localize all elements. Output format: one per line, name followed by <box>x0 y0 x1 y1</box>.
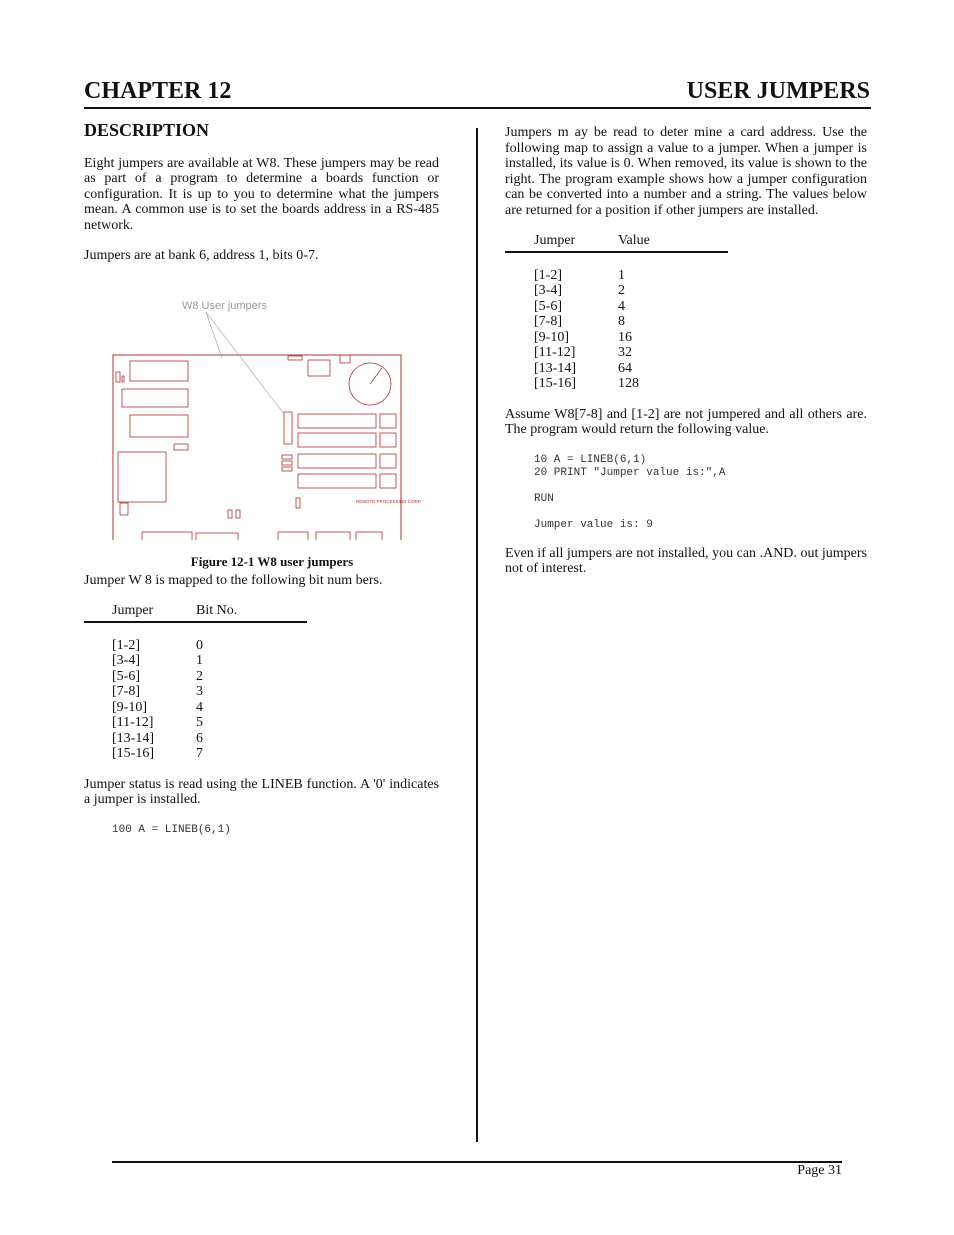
bit-table-row-jumper: [11-12] <box>112 715 154 730</box>
bit-table-row <box>112 638 307 654</box>
code-output: Jumper value is: 9 <box>534 518 653 531</box>
bit-table-col-bit: Bit No. <box>196 603 238 618</box>
bit-table-row-jumper: [15-16] <box>112 746 154 761</box>
bit-table-row-jumper: [7-8] <box>112 684 140 699</box>
footer-rule <box>112 1161 842 1163</box>
bit-table-row-jumper: [5-6] <box>112 668 140 684</box>
program-code <box>534 454 867 532</box>
value-table-body <box>505 268 728 392</box>
board-diagram <box>112 292 432 540</box>
value-table-row <box>534 345 728 361</box>
chapter-number: CHAPTER 12 <box>84 78 232 104</box>
bit-table-row-value: 5 <box>196 715 203 730</box>
value-table-row-value: 32 <box>618 345 632 360</box>
value-table-row-jumper: [1-2] <box>534 267 562 283</box>
and-out-paragraph: Even if all jumpers are not installed, you can .AND. out jumpers not of interest. <box>505 545 867 576</box>
column-divider <box>476 128 478 1142</box>
bit-table-row <box>112 684 307 700</box>
value-table-row <box>534 299 728 315</box>
lineb-paragraph: Jumper status is read using the LINEB function. A '0' indicates a jumper is installed. <box>84 776 439 807</box>
left-column <box>84 120 439 837</box>
right-column <box>505 125 867 577</box>
value-table-row <box>534 314 728 330</box>
description-paragraph: Eight jumpers are available at W8. These jumpers may be read as part of a program to determine a boards function or configuration. It is up to you to determine what the jumpers mean. A common use is to set the boards address in a RS-485 network. <box>84 155 439 233</box>
bit-table-col-jumper: Jumper <box>112 603 154 618</box>
value-table-row-jumper: [15-16] <box>534 376 576 391</box>
value-table-row <box>534 268 728 284</box>
code-line-1: 10 A = LINEB(6,1) <box>534 453 647 466</box>
value-table-row-value: 2 <box>618 283 625 298</box>
value-table-row-jumper: [11-12] <box>534 345 576 360</box>
code-line-2: 20 PRINT "Jumper value is:",A <box>534 466 726 479</box>
figure-caption: Figure 12-1 W8 user jumpers <box>190 554 354 569</box>
bit-table-row <box>112 700 307 716</box>
bit-table-row-jumper: [3-4] <box>112 653 140 668</box>
chapter-title: USER JUMPERS <box>686 78 870 104</box>
value-table-col-value: Value <box>618 233 650 248</box>
value-table-row <box>534 376 728 392</box>
value-table-header <box>505 233 728 253</box>
board-figure <box>112 292 432 569</box>
figure-callout: W8 User jumpers <box>182 299 267 312</box>
page-number: Page 31 <box>797 1163 842 1178</box>
value-table-row-value: 4 <box>618 298 625 314</box>
bit-table-row-jumper: [1-2] <box>112 637 140 653</box>
bit-table-body <box>84 638 307 762</box>
value-table-row-value: 64 <box>618 360 632 376</box>
board-maker-label: REMOTE PROCESSING CORP. <box>356 498 422 504</box>
bank-address-paragraph: Jumpers are at bank 6, address 1, bits 0-7. <box>84 248 319 263</box>
bit-table <box>84 603 307 762</box>
bit-table-row-value: 4 <box>196 699 203 715</box>
section-heading: DESCRIPTION <box>84 120 210 140</box>
code-line-run: RUN <box>534 492 554 505</box>
value-table <box>505 233 728 392</box>
bit-table-row-jumper: [9-10] <box>112 699 147 715</box>
value-table-row <box>534 361 728 377</box>
value-table-col-jumper: Jumper <box>534 233 576 248</box>
bit-table-row <box>112 746 307 762</box>
value-table-row-jumper: [13-14] <box>534 360 576 376</box>
value-table-row-value: 8 <box>618 314 625 329</box>
value-table-row-value: 128 <box>618 376 639 391</box>
bit-table-row-value: 1 <box>196 653 203 668</box>
bit-table-row-value: 7 <box>196 746 203 761</box>
lineb-code: 100 A = LINEB(6,1) <box>112 823 231 836</box>
bit-table-row <box>112 731 307 747</box>
value-table-row-value: 16 <box>618 329 632 345</box>
value-table-row-jumper: [5-6] <box>534 298 562 314</box>
assume-paragraph: Assume W8[7-8] and [1-2] are not jumpered and all others are. The program would return the following value. <box>505 406 867 437</box>
value-table-row-value: 1 <box>618 267 625 283</box>
value-table-row-jumper: [9-10] <box>534 329 569 345</box>
bit-table-row-value: 3 <box>196 684 203 699</box>
bit-table-row-value: 2 <box>196 668 203 684</box>
bit-table-row-value: 0 <box>196 637 203 653</box>
value-table-row <box>534 283 728 299</box>
header-rule <box>84 107 871 109</box>
bit-table-row <box>112 653 307 669</box>
value-table-row <box>534 330 728 346</box>
mapping-paragraph: Jumper W 8 is mapped to the following bit num bers. <box>84 572 383 588</box>
address-paragraph: Jumpers m ay be read to deter mine a card address. Use the following map to assign a value to a jumper. When a jumper is installed, its value is 0. When removed, its value is shown to the right. The program example shows how a jumper configuration can be converted into a number and a string. The values below are returned for a position if other jumpers are installed. <box>505 125 867 218</box>
bit-table-header <box>84 603 307 623</box>
value-table-row-jumper: [3-4] <box>534 283 562 298</box>
value-table-row-jumper: [7-8] <box>534 314 562 329</box>
bit-table-row-value: 6 <box>196 730 203 746</box>
bit-table-row-jumper: [13-14] <box>112 730 154 746</box>
bit-table-row <box>112 715 307 731</box>
bit-table-row <box>112 669 307 685</box>
